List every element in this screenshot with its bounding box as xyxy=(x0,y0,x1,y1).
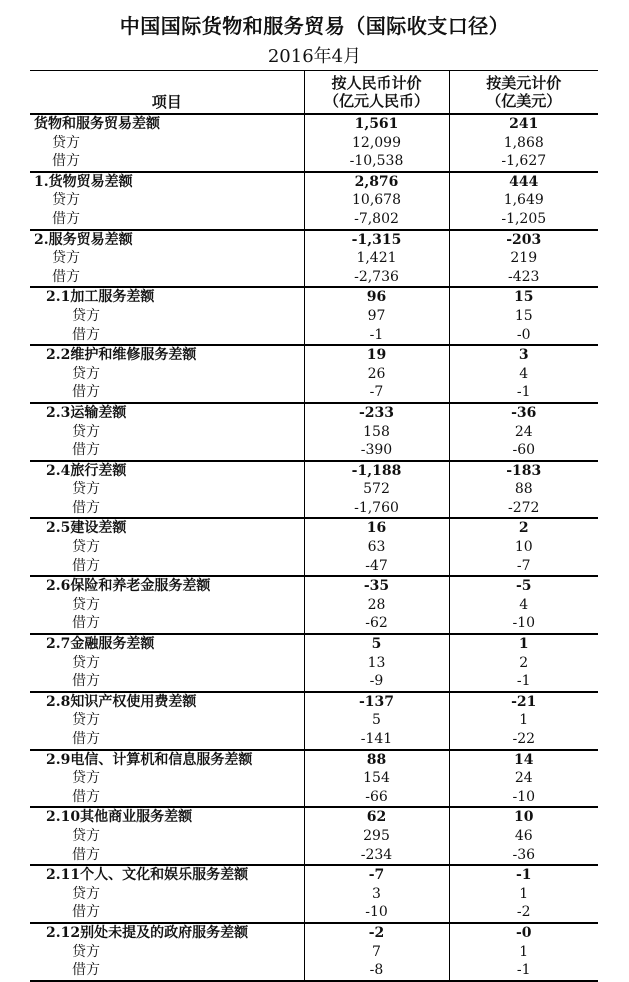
row-label: 借方 xyxy=(30,788,304,808)
table-header-row xyxy=(30,71,598,115)
usd-value: -2 xyxy=(516,904,531,921)
rmb-value: -66 xyxy=(304,788,449,808)
rmb-value: -1,315 xyxy=(304,230,449,250)
header-rmb-line2: （亿元人民币） xyxy=(323,92,429,110)
usd-value: 10 xyxy=(449,807,598,827)
rmb-value: -1,188 xyxy=(304,461,449,481)
section-header-row xyxy=(30,403,598,423)
row-label: 借方 xyxy=(30,730,304,750)
rmb-value: -47 xyxy=(304,557,449,577)
section-header-row xyxy=(30,576,598,596)
debit-row xyxy=(30,788,598,808)
section-header-row xyxy=(30,692,598,712)
credit-row xyxy=(30,480,598,499)
row-label: 借方 xyxy=(30,499,304,519)
row-label: 贷方 xyxy=(30,885,304,904)
debit-row xyxy=(30,210,598,230)
section-label: 2.11个人、文化和娱乐服务差额 xyxy=(30,865,304,885)
section-header-row xyxy=(30,345,598,365)
row-label: 借方 xyxy=(30,210,304,230)
row-label: 贷方 xyxy=(30,480,304,499)
rmb-value: -35 xyxy=(304,576,449,596)
rmb-value: 5 xyxy=(304,634,449,654)
rmb-value: -7,802 xyxy=(304,210,449,230)
section-header-row xyxy=(30,634,598,654)
usd-value: 1 xyxy=(449,634,598,654)
row-label: 借方 xyxy=(30,557,304,577)
row-label: 借方 xyxy=(30,441,304,461)
usd-value: 15 xyxy=(514,307,533,324)
usd-value: -36 xyxy=(449,403,598,423)
rmb-value: -8 xyxy=(304,961,449,981)
section-label: 2.6保险和养老金服务差额 xyxy=(30,576,304,596)
credit-row xyxy=(30,134,598,153)
section-label: 2.8知识产权使用费差额 xyxy=(30,692,304,712)
section-label: 货物和服务贸易差额 xyxy=(30,114,304,134)
rmb-value: -233 xyxy=(304,403,449,423)
section-header-row xyxy=(30,865,598,885)
usd-value: 10 xyxy=(514,539,533,556)
rmb-value: -390 xyxy=(304,441,449,461)
usd-value: 1 xyxy=(519,943,529,960)
usd-value: 2 xyxy=(519,654,529,671)
usd-value: -22 xyxy=(512,731,536,747)
usd-value: 241 xyxy=(509,116,539,132)
rmb-value: 63 xyxy=(304,538,449,557)
usd-value: 3 xyxy=(449,345,598,365)
row-label: 贷方 xyxy=(30,134,304,153)
usd-value: -1,627 xyxy=(501,153,547,170)
rmb-value: -10 xyxy=(304,903,449,923)
usd-value: -0 xyxy=(516,326,531,343)
rmb-value: 16 xyxy=(304,518,449,538)
row-label: 贷方 xyxy=(30,249,304,268)
section-header-row xyxy=(30,461,598,481)
debit-row xyxy=(30,961,598,981)
credit-row xyxy=(30,191,598,210)
row-label: 借方 xyxy=(30,672,304,692)
section-header-row xyxy=(30,172,598,192)
debit-row xyxy=(30,326,598,346)
usd-value: -1,205 xyxy=(501,210,547,227)
credit-row xyxy=(30,423,598,442)
section-label: 2.4旅行差额 xyxy=(30,461,304,481)
debit-row xyxy=(30,383,598,403)
table-body xyxy=(30,114,598,981)
usd-value: -60 xyxy=(512,442,536,459)
row-label: 借方 xyxy=(30,614,304,634)
credit-row xyxy=(30,827,598,846)
row-label: 借方 xyxy=(30,268,304,288)
row-label: 贷方 xyxy=(30,423,304,442)
header-rmb-line1: 按人民币计价 xyxy=(331,74,422,92)
usd-value: 88 xyxy=(514,481,533,498)
rmb-value: 97 xyxy=(304,307,449,326)
header-usd-line1: 按美元计价 xyxy=(486,74,562,92)
usd-value: 2 xyxy=(449,518,598,538)
usd-value: 24 xyxy=(514,423,533,440)
rmb-value: 96 xyxy=(304,287,449,307)
usd-value: 444 xyxy=(449,172,598,192)
section-label: 2.3运输差额 xyxy=(30,403,304,423)
rmb-value: 26 xyxy=(304,365,449,384)
row-label: 贷方 xyxy=(30,943,304,962)
usd-value: 4 xyxy=(519,596,529,613)
section-header-row xyxy=(30,287,598,307)
rmb-value: 5 xyxy=(304,711,449,730)
row-label: 贷方 xyxy=(30,827,304,846)
section-label: 2.5建设差额 xyxy=(30,518,304,538)
debit-row xyxy=(30,441,598,461)
row-label: 借方 xyxy=(30,961,304,981)
usd-value: 1 xyxy=(519,712,529,729)
credit-row xyxy=(30,365,598,384)
row-label: 贷方 xyxy=(30,711,304,730)
debit-row xyxy=(30,499,598,519)
document-title: 中国国际货物和服务贸易（国际收支口径） xyxy=(119,14,510,38)
usd-value: -183 xyxy=(449,461,598,481)
rmb-value: 295 xyxy=(304,827,449,846)
credit-row xyxy=(30,943,598,962)
usd-value: -21 xyxy=(449,692,598,712)
rmb-value: 154 xyxy=(304,769,449,788)
header-usd xyxy=(449,71,598,115)
section-label: 2.2维护和维修服务差额 xyxy=(30,345,304,365)
credit-row xyxy=(30,538,598,557)
section-header-row xyxy=(30,923,598,943)
rmb-value: 158 xyxy=(304,423,449,442)
rmb-value: 7 xyxy=(304,943,449,962)
section-label: 2.12别处未提及的政府服务差额 xyxy=(30,923,304,943)
usd-value: -5 xyxy=(449,576,598,596)
usd-value: 1 xyxy=(519,885,529,902)
section-label: 1.货物贸易差额 xyxy=(30,172,304,192)
usd-value: 1,868 xyxy=(503,134,544,151)
rmb-value: -141 xyxy=(304,730,449,750)
debit-row xyxy=(30,614,598,634)
usd-value: 46 xyxy=(514,827,533,844)
row-label: 借方 xyxy=(30,383,304,403)
usd-value: -1 xyxy=(516,673,531,690)
usd-value: -423 xyxy=(508,268,540,285)
section-header-row xyxy=(30,518,598,538)
credit-row xyxy=(30,596,598,615)
rmb-value: -7 xyxy=(304,383,449,403)
section-header-row xyxy=(30,230,598,250)
rmb-value: 572 xyxy=(304,480,449,499)
header-usd-line2: （亿美元） xyxy=(486,92,562,110)
section-label: 2.服务贸易差额 xyxy=(30,230,304,250)
row-label: 贷方 xyxy=(30,769,304,788)
usd-value: 15 xyxy=(449,287,598,307)
rmb-value: -234 xyxy=(304,846,449,866)
usd-value: -1 xyxy=(516,384,531,401)
row-label: 贷方 xyxy=(30,654,304,673)
rmb-value: 19 xyxy=(304,345,449,365)
rmb-value: 62 xyxy=(304,807,449,827)
section-label: 2.7金融服务差额 xyxy=(30,634,304,654)
debit-row xyxy=(30,557,598,577)
document-period: 2016年4月 xyxy=(267,46,362,67)
rmb-value: 13 xyxy=(304,654,449,673)
rmb-value: -7 xyxy=(304,865,449,885)
row-label: 借方 xyxy=(30,152,304,172)
usd-value: -10 xyxy=(512,615,536,632)
usd-value: 4 xyxy=(519,365,529,382)
debit-row xyxy=(30,672,598,692)
usd-value: 219 xyxy=(510,250,538,267)
debit-row xyxy=(30,846,598,866)
usd-value: 14 xyxy=(449,750,598,770)
credit-row xyxy=(30,654,598,673)
rmb-value: 10,678 xyxy=(304,191,449,210)
row-label: 贷方 xyxy=(30,365,304,384)
section-label: 2.1加工服务差额 xyxy=(30,287,304,307)
rmb-value: 1,561 xyxy=(304,114,449,134)
rmb-value: 28 xyxy=(304,596,449,615)
usd-value: -1 xyxy=(449,865,598,885)
debit-row xyxy=(30,730,598,750)
rmb-value: 12,099 xyxy=(304,134,449,153)
rmb-value: -1 xyxy=(304,326,449,346)
credit-row xyxy=(30,307,598,326)
header-item: 项目 xyxy=(30,71,304,115)
rmb-value: -10,538 xyxy=(304,152,449,172)
rmb-value: 1,421 xyxy=(304,249,449,268)
section-header-row xyxy=(30,807,598,827)
rmb-value: 2,876 xyxy=(304,172,449,192)
credit-row xyxy=(30,249,598,268)
section-header-row xyxy=(30,114,598,134)
row-label: 借方 xyxy=(30,903,304,923)
row-label: 借方 xyxy=(30,846,304,866)
header-rmb xyxy=(304,71,449,115)
rmb-value: -1,760 xyxy=(304,499,449,519)
rmb-value: -2,736 xyxy=(304,268,449,288)
debit-row xyxy=(30,903,598,923)
row-label: 贷方 xyxy=(30,307,304,326)
credit-row xyxy=(30,885,598,904)
row-label: 贷方 xyxy=(30,538,304,557)
usd-value: 1,649 xyxy=(503,192,544,209)
usd-value: -10 xyxy=(512,788,536,805)
credit-row xyxy=(30,769,598,788)
usd-value: 24 xyxy=(514,770,533,787)
row-label: 贷方 xyxy=(30,596,304,615)
usd-value: -0 xyxy=(449,923,598,943)
rmb-value: 88 xyxy=(304,750,449,770)
usd-value: -272 xyxy=(508,499,540,516)
rmb-value: -9 xyxy=(304,672,449,692)
row-label: 贷方 xyxy=(30,191,304,210)
section-label: 2.10其他商业服务差额 xyxy=(30,807,304,827)
row-label: 借方 xyxy=(30,326,304,346)
section-label: 2.9电信、计算机和信息服务差额 xyxy=(30,750,304,770)
debit-row xyxy=(30,152,598,172)
usd-value: -36 xyxy=(512,846,536,863)
trade-table xyxy=(30,70,598,982)
rmb-value: -137 xyxy=(304,692,449,712)
usd-value: -203 xyxy=(449,230,598,250)
usd-value: -7 xyxy=(516,557,531,574)
usd-value: -1 xyxy=(449,961,598,981)
rmb-value: -2 xyxy=(304,923,449,943)
rmb-value: 3 xyxy=(304,885,449,904)
credit-row xyxy=(30,711,598,730)
rmb-value: -62 xyxy=(304,614,449,634)
section-header-row xyxy=(30,750,598,770)
debit-row xyxy=(30,268,598,288)
